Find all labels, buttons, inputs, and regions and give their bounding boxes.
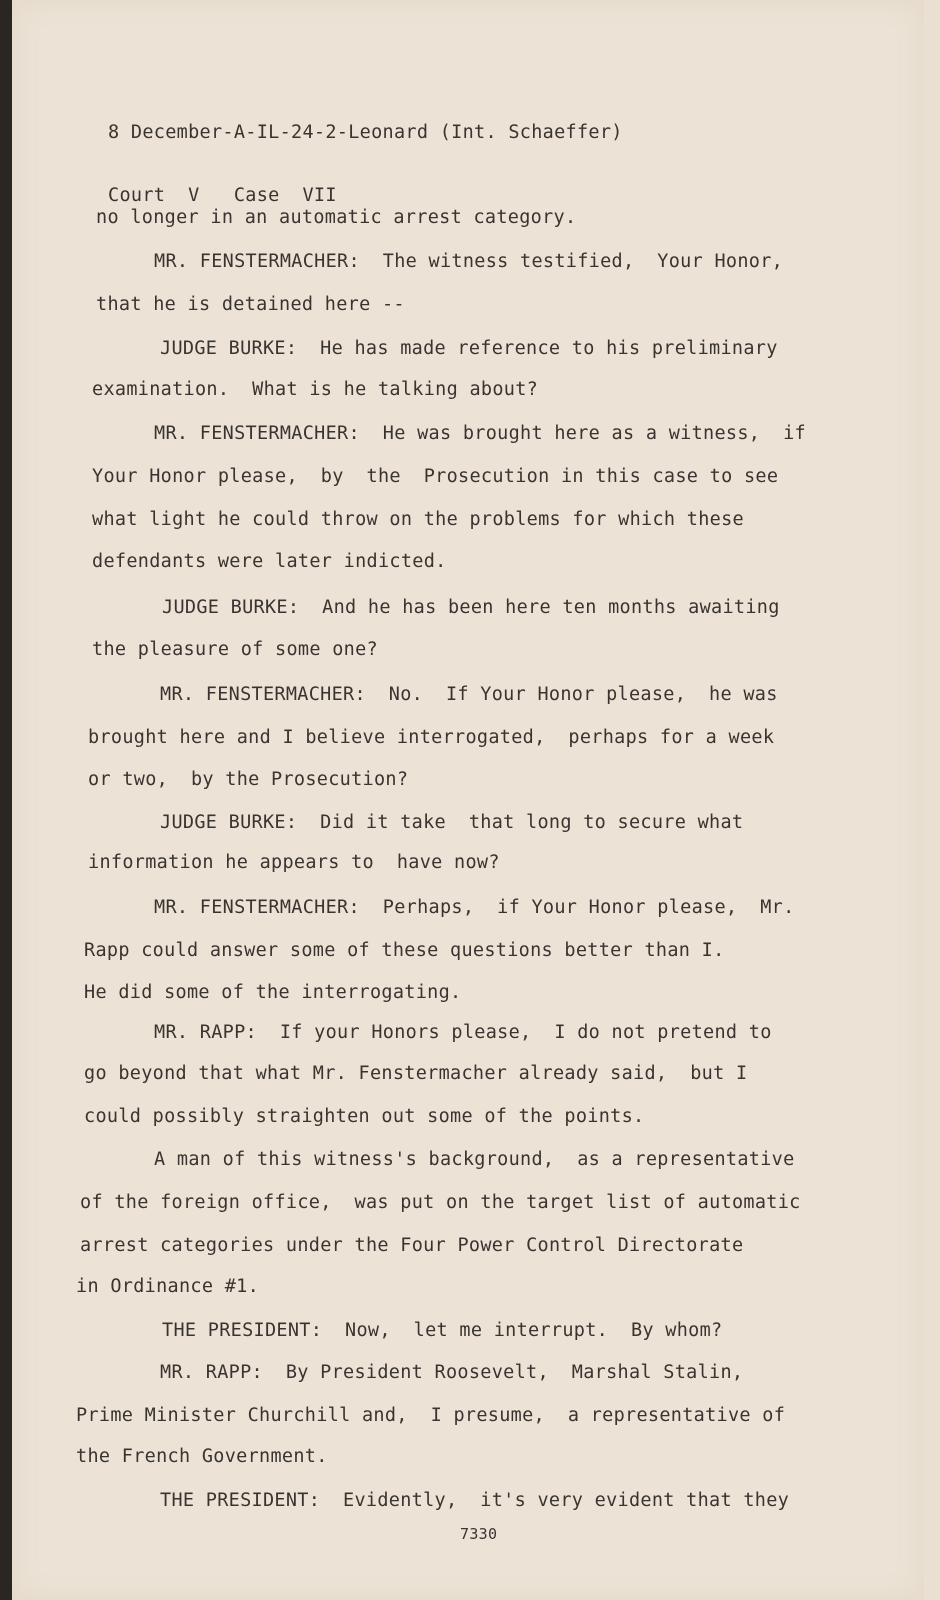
text-line: in Ordinance #1. <box>76 1276 260 1297</box>
text-line: examination. What is he talking about? <box>92 379 539 400</box>
text-line: MR. FENSTERMACHER: He was brought here as a witness, if <box>154 423 806 444</box>
text-line: MR. RAPP: If your Honors please, I do not pretend to <box>154 1022 772 1043</box>
text-line: MR. RAPP: By President Roosevelt, Marshal Stalin, <box>160 1362 744 1383</box>
text-line: the pleasure of some one? <box>92 639 378 660</box>
text-line: MR. FENSTERMACHER: Perhaps, if Your Honor please, Mr. <box>154 897 795 918</box>
text-line: JUDGE BURKE: Did it take that long to secure what <box>160 812 744 833</box>
header-line-court-case: Court V Case VII <box>108 185 337 206</box>
text-line: MR. FENSTERMACHER: The witness testified, Your Honor, <box>154 251 784 272</box>
text-line: arrest categories under the Four Power Control Directorate <box>80 1235 744 1256</box>
text-line: no longer in an automatic arrest category. <box>96 207 577 228</box>
text-line: THE PRESIDENT: Now, let me interrupt. By whom? <box>162 1320 723 1341</box>
page-number: 7330 <box>460 1525 498 1543</box>
text-line: the French Government. <box>76 1446 328 1467</box>
text-line: defendants were later indicted. <box>92 551 447 572</box>
text-line: of the foreign office, was put on the target list of automatic <box>80 1192 801 1213</box>
text-line: JUDGE BURKE: He has made reference to his preliminary <box>160 338 778 359</box>
text-line: go beyond that what Mr. Fenstermacher already said, but I <box>84 1063 748 1084</box>
transcript-page <box>12 0 924 1600</box>
text-line: that he is detained here -- <box>96 294 405 315</box>
header-line-date-case: 8 December-A-IL-24-2-Leonard (Int. Schaeffer) <box>108 122 623 143</box>
text-line: MR. FENSTERMACHER: No. If Your Honor please, he was <box>160 684 778 705</box>
text-line: information he appears to have now? <box>88 852 500 873</box>
text-line: Rapp could answer some of these questions better than I. <box>84 940 725 961</box>
text-line: what light he could throw on the problems for which these <box>92 509 744 530</box>
text-line: or two, by the Prosecution? <box>88 769 409 790</box>
text-line: JUDGE BURKE: And he has been here ten months awaiting <box>162 597 780 618</box>
text-line: could possibly straighten out some of the points. <box>84 1106 645 1127</box>
text-line: THE PRESIDENT: Evidently, it's very evident that they <box>160 1490 790 1511</box>
text-line: brought here and I believe interrogated, perhaps for a week <box>88 727 775 748</box>
text-line: Your Honor please, by the Prosecution in this case to see <box>92 466 779 487</box>
text-line: A man of this witness's background, as a representative <box>154 1149 795 1170</box>
text-line: Prime Minister Churchill and, I presume, a representative of <box>76 1405 786 1426</box>
text-line: He did some of the interrogating. <box>84 982 462 1003</box>
page-left-edge <box>0 0 12 1600</box>
